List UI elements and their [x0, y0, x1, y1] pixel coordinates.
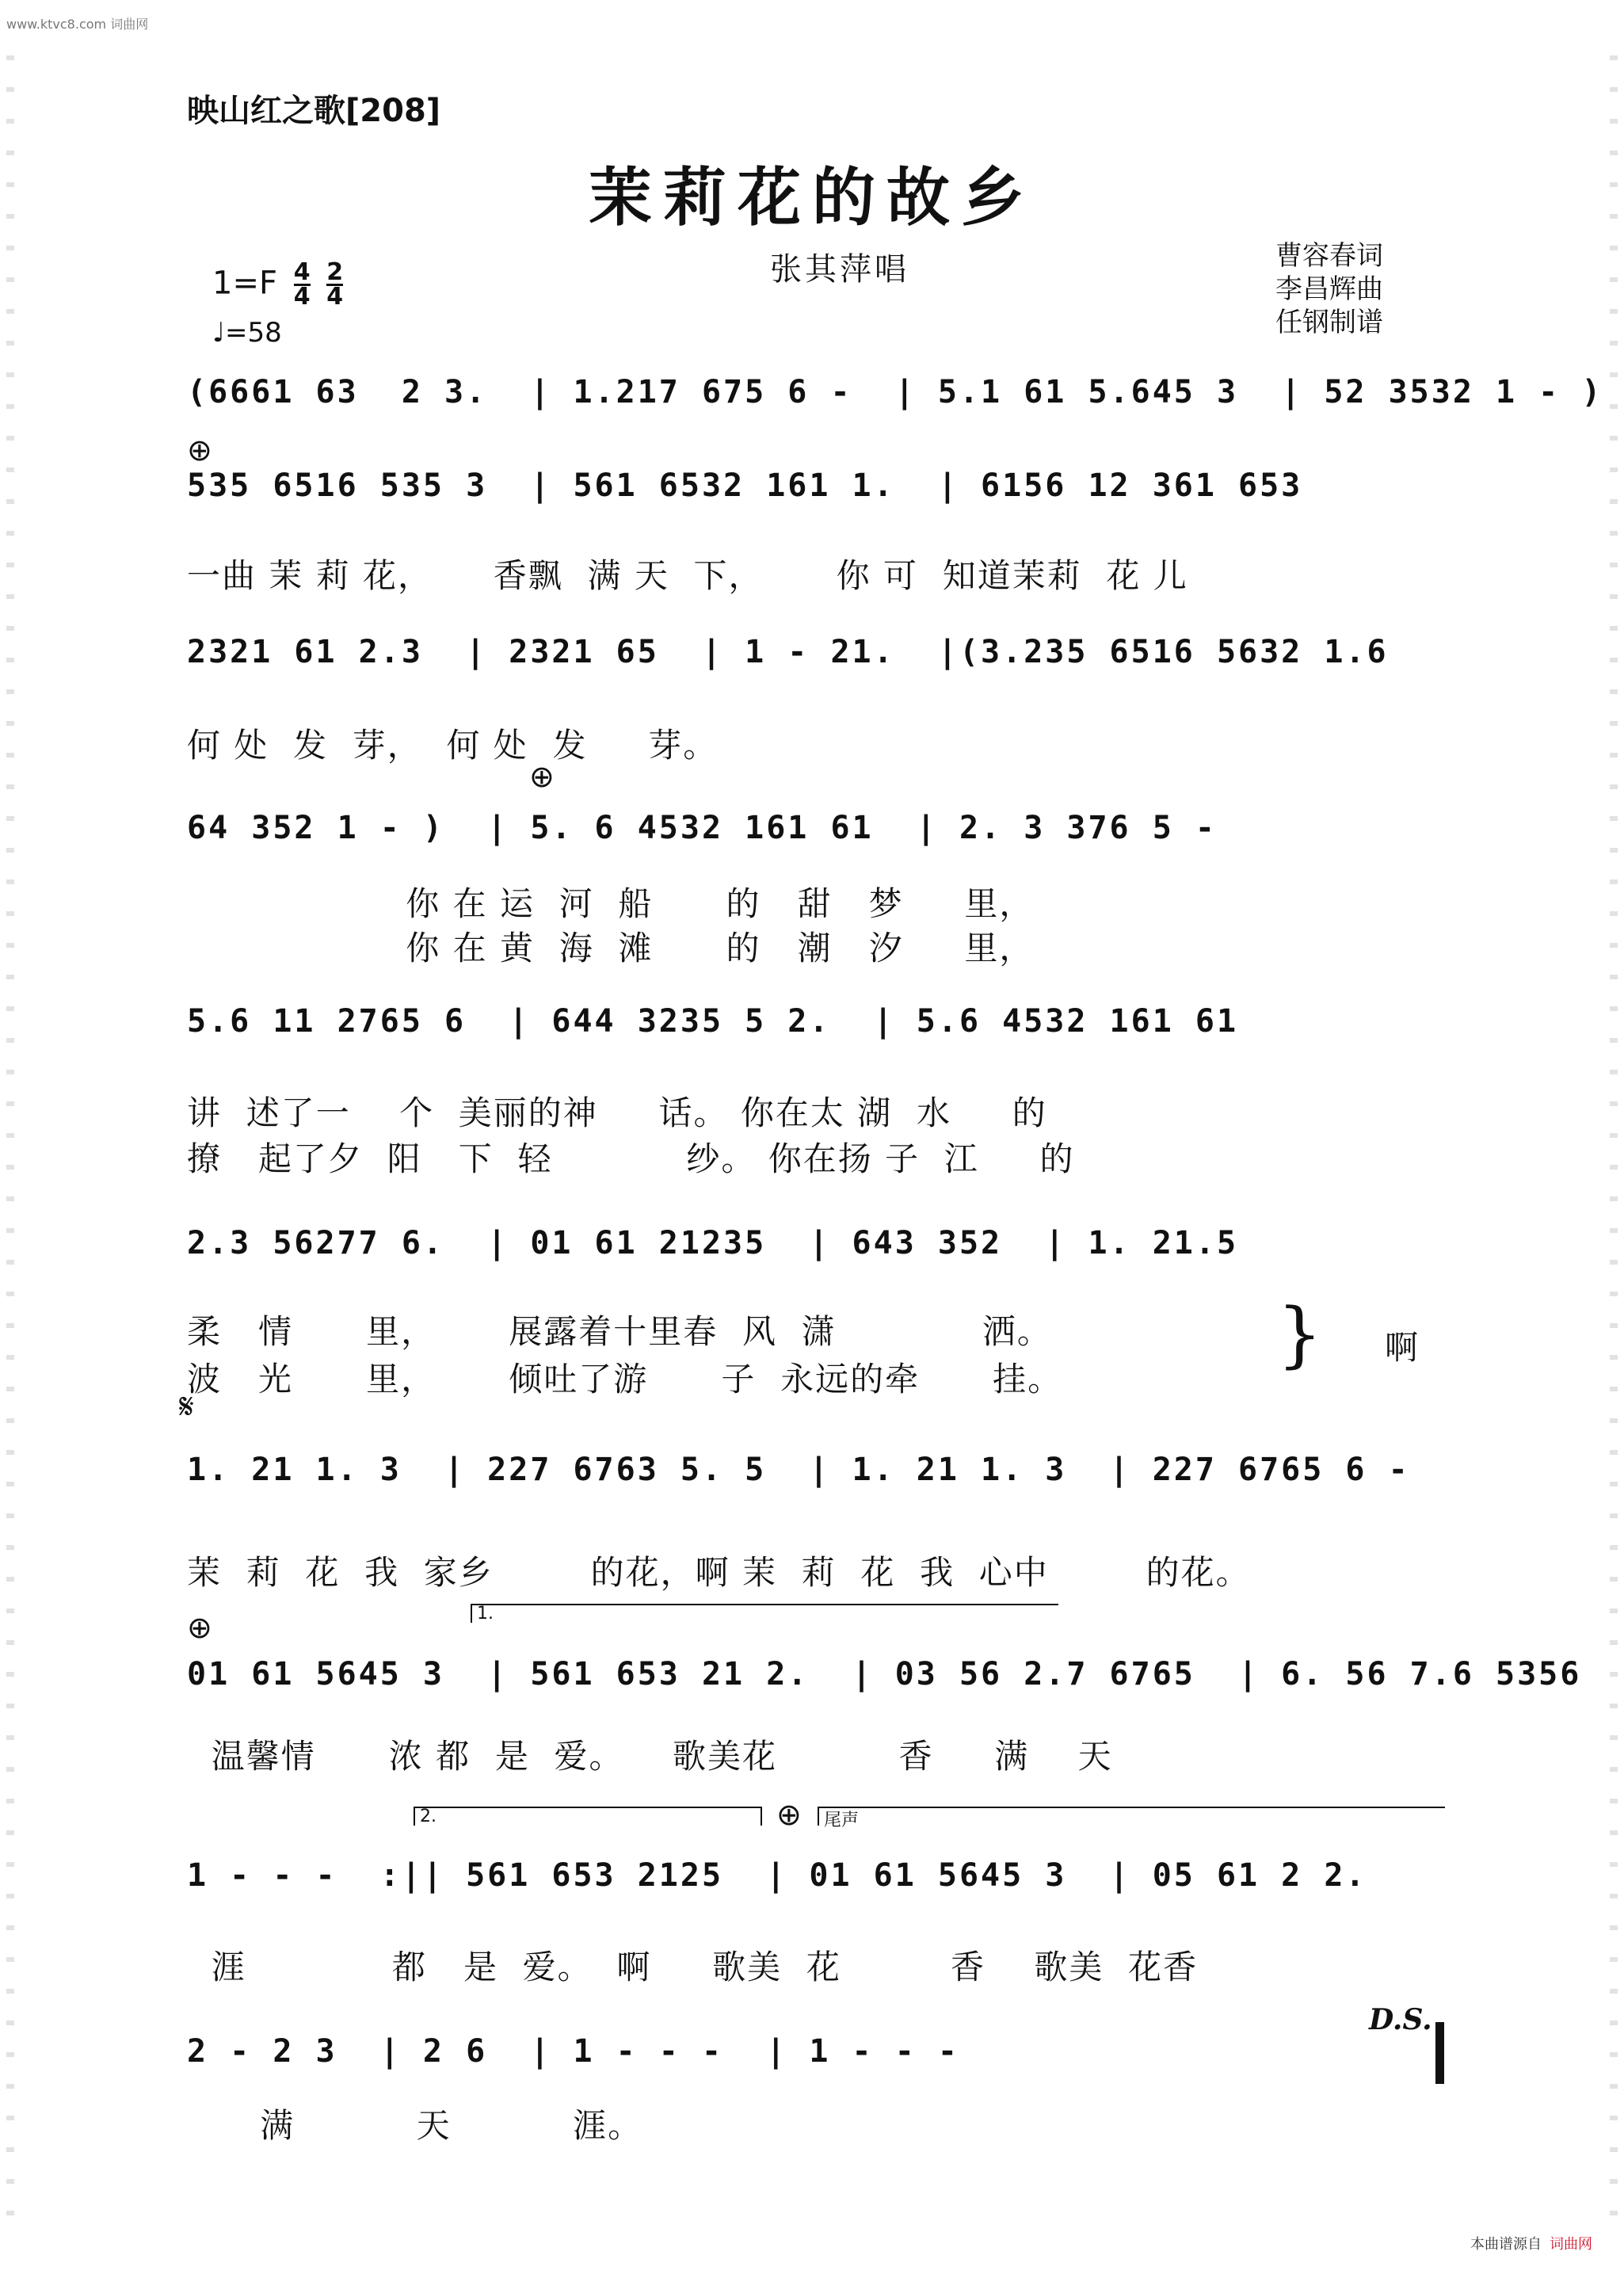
notation-line: 535 6516 535 3 | 561 6532 161 1. | 6156 12 361 653 — [187, 467, 1303, 504]
notation-line: 2321 61 2.3 | 2321 65 | 1 - 21. |(3.235 6516 5632 1.6 — [187, 634, 1389, 670]
second-ending-bracket: 2. — [414, 1807, 762, 1826]
staff-row-8 — [187, 1656, 1582, 1692]
lyric-line: 你 在 运 河 船 的 甜 梦 里， — [187, 884, 1035, 923]
lyric-line: 涯 都 是 爱。 啊 歌美 花 香 歌美 花香 — [187, 1948, 1199, 1986]
footer-credit — [1470, 2233, 1592, 2253]
arranger-credit: 任钢制谱 — [1275, 307, 1383, 338]
notation-line: 2 - 2 3 | 2 6 | 1 - - - | 1 - - - — [187, 2033, 959, 2070]
staff-row-3 — [187, 634, 1454, 670]
lyric-line: 满 天 涯。 — [187, 2106, 643, 2145]
staff-row-9 — [187, 1857, 1454, 1894]
staff-row-7 — [187, 1452, 1454, 1488]
staff-row-2 — [187, 467, 1454, 504]
meter-2-4: $\frac{2}{4}$ — [326, 258, 344, 311]
staff-row-10 — [187, 2033, 1454, 2070]
footer-site-link[interactable]: 词曲网 — [1550, 2236, 1592, 2253]
coda-sign-icon: ⊕ — [187, 433, 212, 467]
composer-credit: 李昌辉曲 — [1275, 273, 1383, 305]
lyric-row-2 — [187, 550, 1454, 597]
lyric-row-5a — [187, 1087, 1454, 1135]
lyric-row-7 — [187, 1547, 1454, 1594]
meter-4-4: $\frac{4}{4}$ — [293, 258, 311, 311]
lyric-row-4a — [187, 878, 1454, 925]
site-watermark: www.ktvc8.com 词曲网 — [6, 17, 149, 32]
lyric-line: 波 光 里， 倾吐了游 子 永远的牵 挂。 — [187, 1360, 1063, 1399]
tempo-marking: ♩=58 — [212, 317, 282, 349]
lyric-line: 温馨情 浓 都 是 爱。 歌美花 香 满 天 — [187, 1737, 1113, 1776]
series-title: 映山红之歌[208] — [187, 93, 441, 129]
right-margin-strip — [1610, 55, 1618, 2242]
lyric-row-8 — [187, 1731, 1454, 1778]
ah-lyric: 啊 — [1385, 1328, 1420, 1367]
lyric-line: 你 在 黄 海 滩 的 潮 汐 里， — [187, 929, 1035, 967]
lyric-row-9 — [187, 1941, 1454, 1989]
dal-segno-marking: D.S. — [1369, 2003, 1432, 2036]
footer-text: 本曲谱源自 — [1470, 2236, 1542, 2253]
key-signature — [212, 258, 344, 311]
lyric-row-3 — [187, 719, 1454, 767]
composer-credits — [1275, 239, 1383, 339]
lyric-row-4b — [187, 922, 1454, 970]
staff-row-4 — [187, 810, 1454, 846]
key-label: 1=F — [212, 265, 277, 302]
song-title: 茉莉花的故乡 — [589, 160, 1035, 235]
lyric-row-10 — [187, 2100, 1454, 2147]
final-barline — [1435, 2022, 1444, 2084]
notation-line: 5.6 11 2765 6 | 644 3235 5 2. | 5.6 4532 161 61 — [187, 1003, 1239, 1040]
notation-line: 01 61 5645 3 | 561 653 21 2. | 03 56 2.7 6765 | 6. 56 7.6 5356 — [187, 1656, 1582, 1692]
first-ending-bracket: 1. — [471, 1604, 1058, 1623]
lyric-line: 何 处 发 芽， 何 处 发 芽。 — [187, 726, 719, 765]
lyric-row-6a — [187, 1306, 1454, 1353]
lyricist-credit: 曹容春词 — [1275, 240, 1383, 272]
lyric-brace-icon: } — [1277, 1293, 1323, 1376]
coda-sign-icon: ⊕ — [529, 759, 555, 794]
lyric-line: 柔 情 里， 展露着十里春 风 潇 洒。 — [187, 1312, 1052, 1351]
segno-sign-icon: 𝄋 — [179, 1387, 194, 1427]
coda-sign-icon: ⊕ — [776, 1797, 802, 1832]
notation-line: 1. 21 1. 3 | 227 6763 5. 5 | 1. 21 1. 3 | 227 6765 6 - — [187, 1452, 1410, 1488]
coda-bracket: 尾声 — [818, 1807, 1445, 1826]
lyric-row-5b — [187, 1133, 1454, 1181]
lyric-line: 撩 起了夕 阳 下 轻 纱。 你在扬 子 江 的 — [187, 1139, 1075, 1178]
singer-credit: 张其萍唱 — [770, 251, 909, 288]
lyric-row-6b — [187, 1353, 1454, 1401]
notation-line: 1 - - - :|| 561 653 2125 | 01 61 5645 3 | 05 61 2 2. — [187, 1857, 1367, 1894]
staff-row-1 — [187, 374, 1603, 410]
lyric-line: 讲 述了一 个 美丽的神 话。 你在太 湖 水 的 — [187, 1093, 1047, 1132]
left-margin-strip — [6, 55, 14, 2242]
lyric-line: 茉 莉 花 我 家乡 的花，啊 茉 莉 花 我 心中 的花。 — [187, 1553, 1251, 1592]
lyric-line: 一曲 茉 莉 花， 香飘 满 天 下， 你 可 知道茉莉 花 儿 — [187, 556, 1188, 595]
notation-line: 64 352 1 - ) | 5. 6 4532 161 61 | 2. 3 376 5 - — [187, 810, 1217, 846]
staff-row-6 — [187, 1225, 1454, 1261]
coda-sign-icon: ⊕ — [187, 1610, 212, 1645]
staff-row-5 — [187, 1003, 1454, 1040]
notation-line: 2.3 56277 6. | 01 61 21235 | 643 352 | 1. 21.5 — [187, 1225, 1239, 1261]
notation-line: (6661 63 2 3. | 1.217 675 6 - | 5.1 61 5.645 3 | 52 3532 1 - ) — [187, 374, 1603, 410]
